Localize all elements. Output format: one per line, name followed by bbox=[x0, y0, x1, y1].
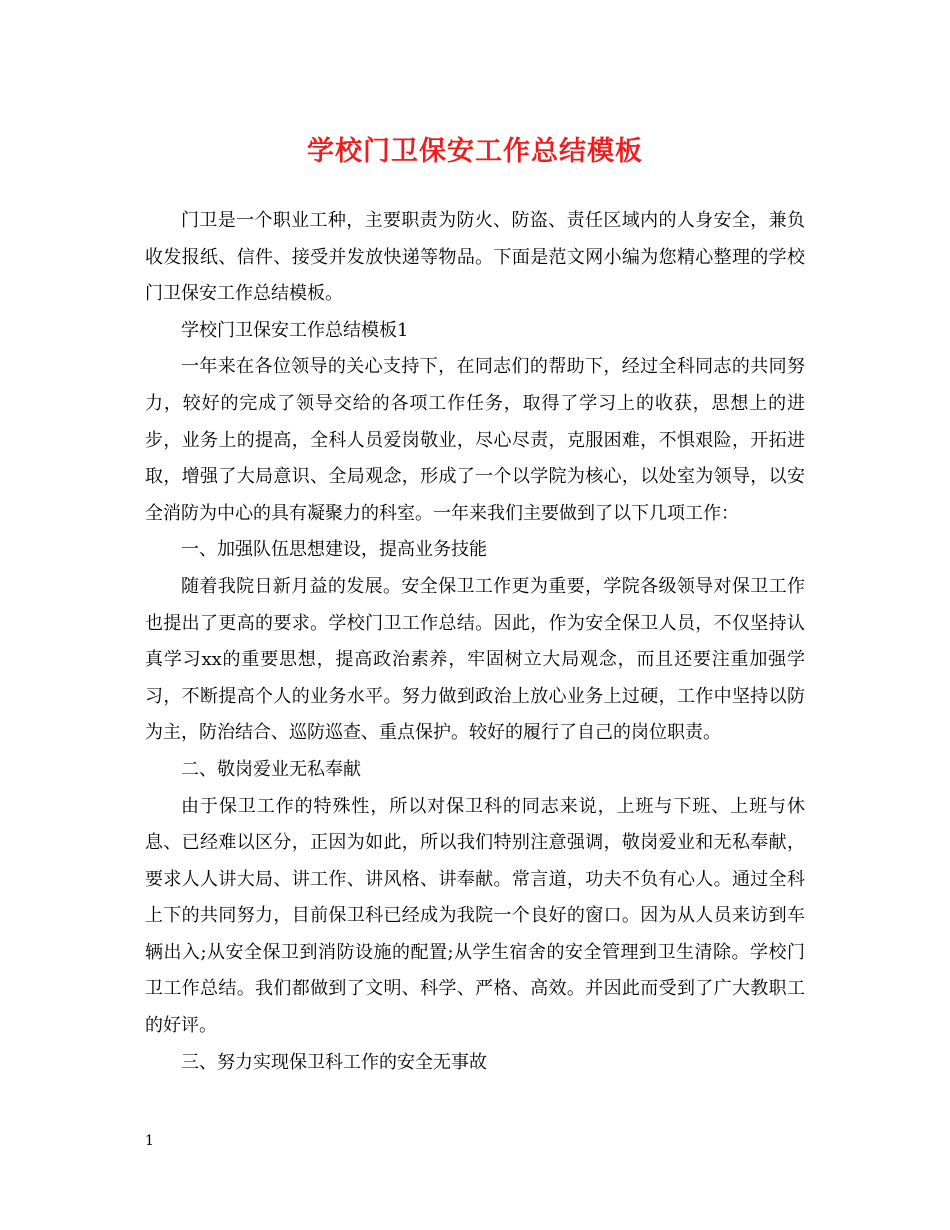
document-title: 学校门卫保安工作总结模板 bbox=[307, 136, 643, 167]
section-heading-template-1: 学校门卫保安工作总结模板1 bbox=[181, 319, 409, 341]
intro-paragraph: 门卫是一个职业工种，主要职责为防火、防盗、责任区域内的人身安全，兼负收发报纸、信件、接受并发放快递等物品。下面是范文网小编为您精心整理的学校门卫保安工作总结模板。 bbox=[145, 210, 805, 305]
section-heading-1: 一、加强队伍思想建设，提高业务技能 bbox=[181, 539, 487, 561]
body-paragraph: 一年来在各位领导的关心支持下，在同志们的帮助下，经过全科同志的共同努力，较好的完成了领导交给的各项工作任务，取得了学习上的收获，思想上的进步，业务上的提高，全科人员爱岗敬业，尽心尽责，克服困难，不惧艰险，开拓进取，增强了大局意识、全局观念，形成了一个以学院为核心，以处室为领导，以安全消防为中心的具有凝聚力的科室。一年来我们主要做到了以下几项工作： bbox=[145, 356, 805, 524]
section-heading-3: 三、努力实现保卫科工作的安全无事故 bbox=[181, 1051, 487, 1073]
document-body bbox=[145, 203, 805, 1081]
page-number: 1 bbox=[145, 1133, 154, 1149]
body-paragraph: 由于保卫工作的特殊性，所以对保卫科的同志来说，上班与下班、上班与休息、已经难以区分，正因为如此，所以我们特别注意强调，敬岗爱业和无私奉献，要求人人讲大局、讲工作、讲风格、讲奉献。常言道，功夫不负有心人。通过全科上下的共同努力，目前保卫科已经成为我院一个良好的窗口。因为从人员来访到车辆出入;从安全保卫到消防设施的配置;从学生宿舍的安全管理到卫生清除。学校门卫工作总结。我们都做到了文明、科学、严格、高效。并因此而受到了广大教职工的好评。 bbox=[145, 795, 805, 1037]
section-heading-2: 二、敬岗爱业无私奉献 bbox=[181, 758, 361, 780]
body-paragraph: 随着我院日新月益的发展。安全保卫工作更为重要，学院各级领导对保卫工作也提出了更高的要求。学校门卫工作总结。因此，作为安全保卫人员，不仅坚持认真学习xx的重要思想，提高政治素养，牢固树立大局观念，而且还要注重加强学习，不断提高个人的业务水平。努力做到政治上放心业务上过硬，工作中坚持以防为主，防治结合、巡防巡查、重点保护。较好的履行了自己的岗位职责。 bbox=[145, 575, 805, 744]
